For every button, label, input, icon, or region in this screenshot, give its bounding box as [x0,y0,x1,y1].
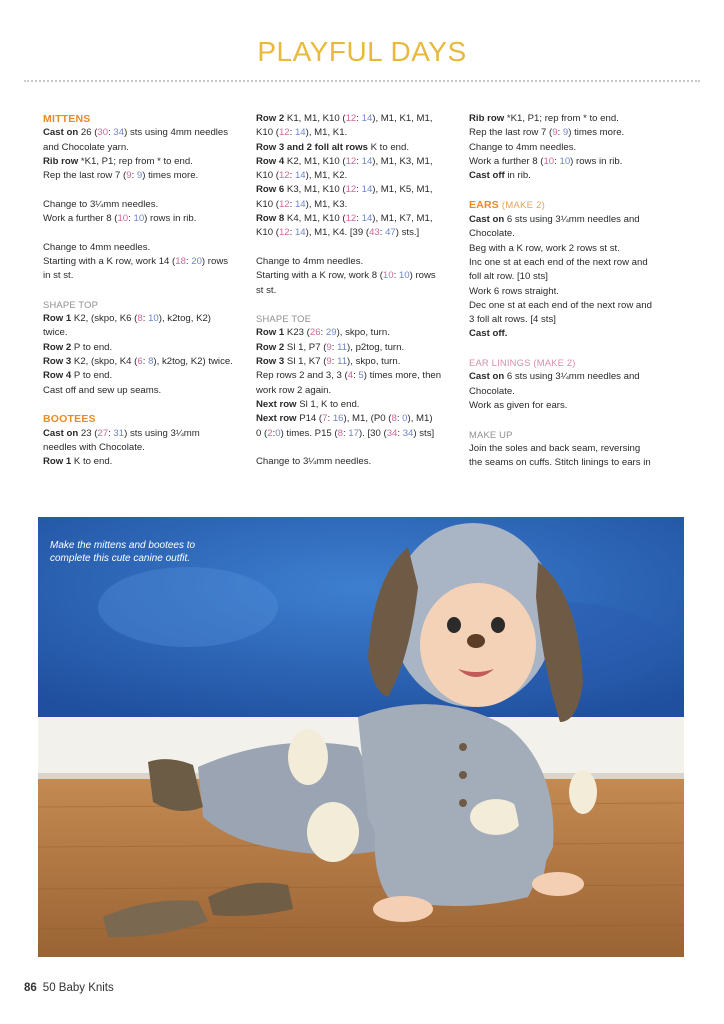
text-line: Rep the last row 7 (9: 9) times more. [43,170,199,182]
page-footer [24,982,114,994]
text-line: Change to 4mm needles. [43,241,151,253]
text-line: Rep rows 2 and 3, 3 (4: 5) times more, then [256,370,442,382]
text-line: Cast on 23 (27: 31) sts using 3¼mm [43,427,200,439]
text-line: the seams on cuffs. Stitch linings to ears in [469,457,651,469]
text-line: 3 foll alt rows. [4 sts] [469,314,556,326]
text-line: needles with Chocolate. [43,441,145,453]
text-line: Rib row *K1, P1; rep from * to end. [469,113,619,124]
text-line: Cast off. [469,328,508,340]
text-line: Row 2 K1, M1, K10 (12: 14), M1, K1, M1, [256,113,433,124]
text-line: Row 2 Sl 1, P7 (9: 11), p2tog, turn. [256,341,405,353]
shape-toe-subheading: SHAPE TOE [256,313,312,325]
text-line: Join the soles and back seam, reversing [469,442,641,454]
text-line: Change to 3¼mm needles. [43,198,159,210]
text-line: twice. [43,327,68,339]
text-line: Row 3 K2, (skpo, K4 (6: 8), k2tog, K2) twice. [43,356,233,368]
column-2 [256,112,456,469]
text-line: Inc one st at each end of the next row and [469,256,648,268]
baby-illustration [38,517,684,957]
text-line: Row 8 K4, M1, K10 (12: 14), M1, K7, M1, [256,213,433,225]
text-line: Row 1 K2, (skpo, K6 (8: 10), k2tog, K2) [43,313,212,325]
text-line: Chocolate. [469,228,515,240]
baby-photo [38,517,684,957]
ear-linings-subheading: EAR LININGS (MAKE 2) [469,357,576,369]
text-line: Row 6 K3, M1, K10 (12: 14), M1, K5, M1, [256,184,433,196]
ears-heading: EARS (MAKE 2) [469,198,546,211]
text-line: Row 3 and 2 foll alt rows K to end. [256,141,410,153]
text-line: Row 1 K23 (26: 29), skpo, turn. [256,327,390,339]
text-line: Change to 3¼mm needles. [256,456,372,468]
text-line: foll alt row. [10 sts] [469,271,548,283]
text-line: 0 (2:0) times. P15 (8: 17). [30 (34: 34) sts] [256,427,435,439]
text-line: work row 2 again. [256,384,332,396]
shape-top-subheading: SHAPE TOP [43,298,99,310]
text-line: Cast on 6 sts using 3¼mm needles and [469,371,640,383]
text-line: Cast on 6 sts using 3¼mm needles and [469,214,640,226]
text-line: st st. [256,284,277,296]
text-line: Chocolate. [469,385,515,397]
text-line: K10 (12: 14), M1, K1. [256,127,348,139]
text-line: Work as given for ears. [469,399,568,411]
text-line: Dec one st at each end of the next row and [469,299,652,311]
text-line: Starting with a K row, work 8 (10: 10) rows [256,270,436,282]
text-line: in st st. [43,270,74,282]
text-line: Change to 4mm needles. [469,141,577,153]
page-title: PLAYFUL DAYS [257,36,467,67]
text-line: Rep the last row 7 (9: 9) times more. [469,127,625,139]
text-line: and Chocolate yarn. [43,141,129,153]
text-line: Next row P14 (7: 16), M1, (P0 (8: 0), M1) [256,413,433,425]
make-up-subheading: MAKE UP [469,428,513,440]
page-number: 86 [24,982,37,994]
text-line: Work a further 8 (10: 10) rows in rib. [43,213,197,225]
column-1 [43,112,243,469]
text-line: K10 (12: 14), M1, K4. [39 (43: 47) sts.] [256,227,420,239]
text-line: Work 6 rows straight. [469,285,559,297]
dotted-divider [24,80,700,82]
text-line: Rib row *K1, P1; rep from * to end. [43,155,193,167]
mittens-heading: MITTENS [43,113,91,125]
text-line: Cast on 26 (30: 34) sts using 4mm needles [43,127,229,139]
text-line: Row 3 Sl 1, K7 (9: 11), skpo, turn. [256,356,401,368]
text-line: Cast off and sew up seams. [43,384,162,396]
text-line: Row 1 K to end. [43,456,113,468]
text-line: K10 (12: 14), M1, K3. [256,198,348,210]
text-line: Cast off in rib. [469,170,531,182]
text-line: Row 4 K2, M1, K10 (12: 14), M1, K3, M1, [256,155,433,167]
text-line: Work a further 8 (10: 10) rows in rib. [469,155,623,167]
book-title: 50 Baby Knits [42,982,114,994]
column-3 [469,112,669,470]
photo-caption: Make the mittens and bootees to complete this cute canine outfit. [50,540,196,564]
text-line: Change to 4mm needles. [256,255,364,267]
text-line: Beg with a K row, work 2 rows st st. [469,242,620,254]
text-line: Row 4 P to end. [43,370,113,382]
bootees-heading: BOOTEES [43,413,96,426]
text-line: Next row Sl 1, K to end. [256,398,360,410]
text-line: Starting with a K row, work 14 (18: 20) rows [43,255,229,267]
text-line: Row 2 P to end. [43,341,113,353]
text-line: K10 (12: 14), M1, K2. [256,170,348,182]
